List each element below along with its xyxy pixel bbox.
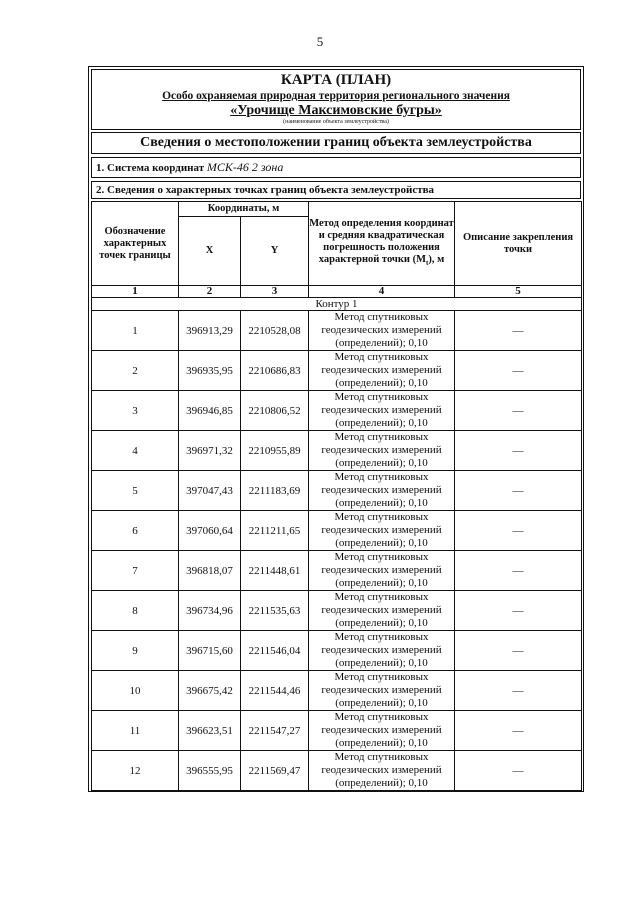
point-y: 2210686,83 <box>241 351 309 391</box>
point-description: — <box>455 471 582 511</box>
point-method <box>309 551 455 591</box>
table-row <box>92 311 582 351</box>
point-number: 6 <box>92 511 179 551</box>
point-x: 396913,29 <box>179 311 241 351</box>
header-method <box>309 202 455 286</box>
table-row <box>92 351 582 391</box>
area-name: «Урочище Максимовские бугры» <box>230 103 442 118</box>
point-x: 396623,51 <box>179 711 241 751</box>
points-section-label: 2. Сведения о характерных точках границ объекта землеустройства <box>91 181 581 199</box>
point-description: — <box>455 351 582 391</box>
point-method-line: геодезических измерений <box>321 444 442 456</box>
point-method <box>309 591 455 631</box>
point-method-line: геодезических измерений <box>321 484 442 496</box>
point-method-line: (определений); 0,10 <box>335 617 428 629</box>
point-x: 396675,42 <box>179 671 241 711</box>
point-description: — <box>455 551 582 591</box>
point-method <box>309 351 455 391</box>
point-method <box>309 751 455 791</box>
table-row <box>92 711 582 751</box>
point-method-line: геодезических измерений <box>321 404 442 416</box>
point-method <box>309 511 455 551</box>
point-method-line: (определений); 0,10 <box>335 657 428 669</box>
point-description: — <box>455 711 582 751</box>
header-x: X <box>179 217 241 286</box>
point-number: 9 <box>92 631 179 671</box>
contour-label: Контур 1 <box>92 298 582 311</box>
point-method <box>309 631 455 671</box>
point-method-line: Метод спутниковых <box>334 351 429 363</box>
header-designation: Обозначение характерных точек границы <box>92 202 179 286</box>
point-x: 396818,07 <box>179 551 241 591</box>
point-method-line: Метод спутниковых <box>334 471 429 483</box>
column-number: 5 <box>455 286 582 298</box>
point-method-line: Метод спутниковых <box>334 551 429 563</box>
point-number: 4 <box>92 431 179 471</box>
point-method-line: Метод спутниковых <box>334 671 429 683</box>
point-method-line: геодезических измерений <box>321 564 442 576</box>
point-description: — <box>455 631 582 671</box>
column-number: 1 <box>92 286 179 298</box>
table-row <box>92 391 582 431</box>
point-y: 2211211,65 <box>241 511 309 551</box>
point-x: 396946,85 <box>179 391 241 431</box>
point-method-line: (определений); 0,10 <box>335 337 428 349</box>
point-method-line: геодезических измерений <box>321 364 442 376</box>
point-method-line: Метод спутниковых <box>334 311 429 323</box>
point-y: 2210806,52 <box>241 391 309 431</box>
point-method-line: Метод спутниковых <box>334 391 429 403</box>
table-row <box>92 471 582 511</box>
section-title: Сведения о местоположении границ объекта землеустройства <box>91 132 581 154</box>
point-y: 2211569,47 <box>241 751 309 791</box>
point-method-line: Метод спутниковых <box>334 511 429 523</box>
point-method-line: (определений); 0,10 <box>335 497 428 509</box>
point-method-line: Метод спутниковых <box>334 751 429 763</box>
point-method-line: геодезических измерений <box>321 324 442 336</box>
contour-row <box>92 298 582 311</box>
point-description: — <box>455 311 582 351</box>
point-x: 396715,60 <box>179 631 241 671</box>
header-description: Описание закрепления точки <box>455 202 582 286</box>
header-method-tail: ), м <box>428 253 445 265</box>
point-method-line: Метод спутниковых <box>334 711 429 723</box>
table-row <box>92 551 582 591</box>
point-method <box>309 431 455 471</box>
point-method <box>309 471 455 511</box>
point-x: 397060,64 <box>179 511 241 551</box>
point-y: 2211547,27 <box>241 711 309 751</box>
point-description: — <box>455 511 582 551</box>
header-method-text: Метод определения координат и средняя квадратическая погрешность положения характерной точки (M <box>309 217 454 265</box>
point-y: 2211546,04 <box>241 631 309 671</box>
point-description: — <box>455 431 582 471</box>
point-method-line: (определений); 0,10 <box>335 457 428 469</box>
point-x: 396555,95 <box>179 751 241 791</box>
point-method-line: геодезических измерений <box>321 644 442 656</box>
point-number: 1 <box>92 311 179 351</box>
column-number-row <box>92 286 582 298</box>
point-number: 12 <box>92 751 179 791</box>
area-kind: Особо охраняемая природная территория регионального значения <box>162 90 510 102</box>
point-method-line: (определений); 0,10 <box>335 577 428 589</box>
point-method-line: (определений); 0,10 <box>335 537 428 549</box>
point-x: 396971,32 <box>179 431 241 471</box>
points-table <box>91 201 582 791</box>
point-y: 2210528,08 <box>241 311 309 351</box>
point-y: 2211448,61 <box>241 551 309 591</box>
point-y: 2210955,89 <box>241 431 309 471</box>
point-x: 396935,95 <box>179 351 241 391</box>
table-row <box>92 591 582 631</box>
point-method <box>309 311 455 351</box>
column-number: 2 <box>179 286 241 298</box>
point-method-line: (определений); 0,10 <box>335 417 428 429</box>
column-number: 4 <box>309 286 455 298</box>
table-row <box>92 431 582 471</box>
point-method <box>309 711 455 751</box>
coord-system-line <box>91 157 581 178</box>
point-x: 397047,43 <box>179 471 241 511</box>
point-description: — <box>455 391 582 431</box>
point-method-line: (определений); 0,10 <box>335 777 428 789</box>
point-description: — <box>455 751 582 791</box>
table-row <box>92 751 582 791</box>
point-method-line: геодезических измерений <box>321 724 442 736</box>
point-number: 5 <box>92 471 179 511</box>
point-method-line: Метод спутниковых <box>334 631 429 643</box>
point-method-line: геодезических измерений <box>321 764 442 776</box>
point-x: 396734,96 <box>179 591 241 631</box>
point-y: 2211535,63 <box>241 591 309 631</box>
point-method <box>309 391 455 431</box>
coord-system-label: 1. Система координат <box>96 162 205 174</box>
point-description: — <box>455 671 582 711</box>
map-title: КАРТА (ПЛАН) <box>280 72 392 88</box>
header-coords: Координаты, м <box>179 202 309 217</box>
point-method-line: геодезических измерений <box>321 524 442 536</box>
area-note: (наименование объекта землеустройства) <box>283 119 389 125</box>
point-method-line: (определений); 0,10 <box>335 737 428 749</box>
point-number: 7 <box>92 551 179 591</box>
table-row <box>92 631 582 671</box>
point-method-line: геодезических измерений <box>321 684 442 696</box>
header-y: Y <box>241 217 309 286</box>
point-number: 2 <box>92 351 179 391</box>
point-y: 2211544,46 <box>241 671 309 711</box>
point-method-line: Метод спутниковых <box>334 431 429 443</box>
point-number: 11 <box>92 711 179 751</box>
map-header <box>91 69 581 130</box>
column-number: 3 <box>241 286 309 298</box>
table-row <box>92 511 582 551</box>
point-method-line: (определений); 0,10 <box>335 697 428 709</box>
point-method-line: геодезических измерений <box>321 604 442 616</box>
page-number: 5 <box>316 34 324 49</box>
header-method-sub: t <box>425 259 429 268</box>
point-method-line: (определений); 0,10 <box>335 377 428 389</box>
point-method-line: Метод спутниковых <box>334 591 429 603</box>
point-description: — <box>455 591 582 631</box>
point-method <box>309 671 455 711</box>
point-number: 3 <box>92 391 179 431</box>
coord-system-value: МСК-46 2 зона <box>206 160 284 174</box>
point-number: 8 <box>92 591 179 631</box>
point-number: 10 <box>92 671 179 711</box>
table-row <box>92 671 582 711</box>
document-frame <box>88 66 584 792</box>
point-y: 2211183,69 <box>241 471 309 511</box>
